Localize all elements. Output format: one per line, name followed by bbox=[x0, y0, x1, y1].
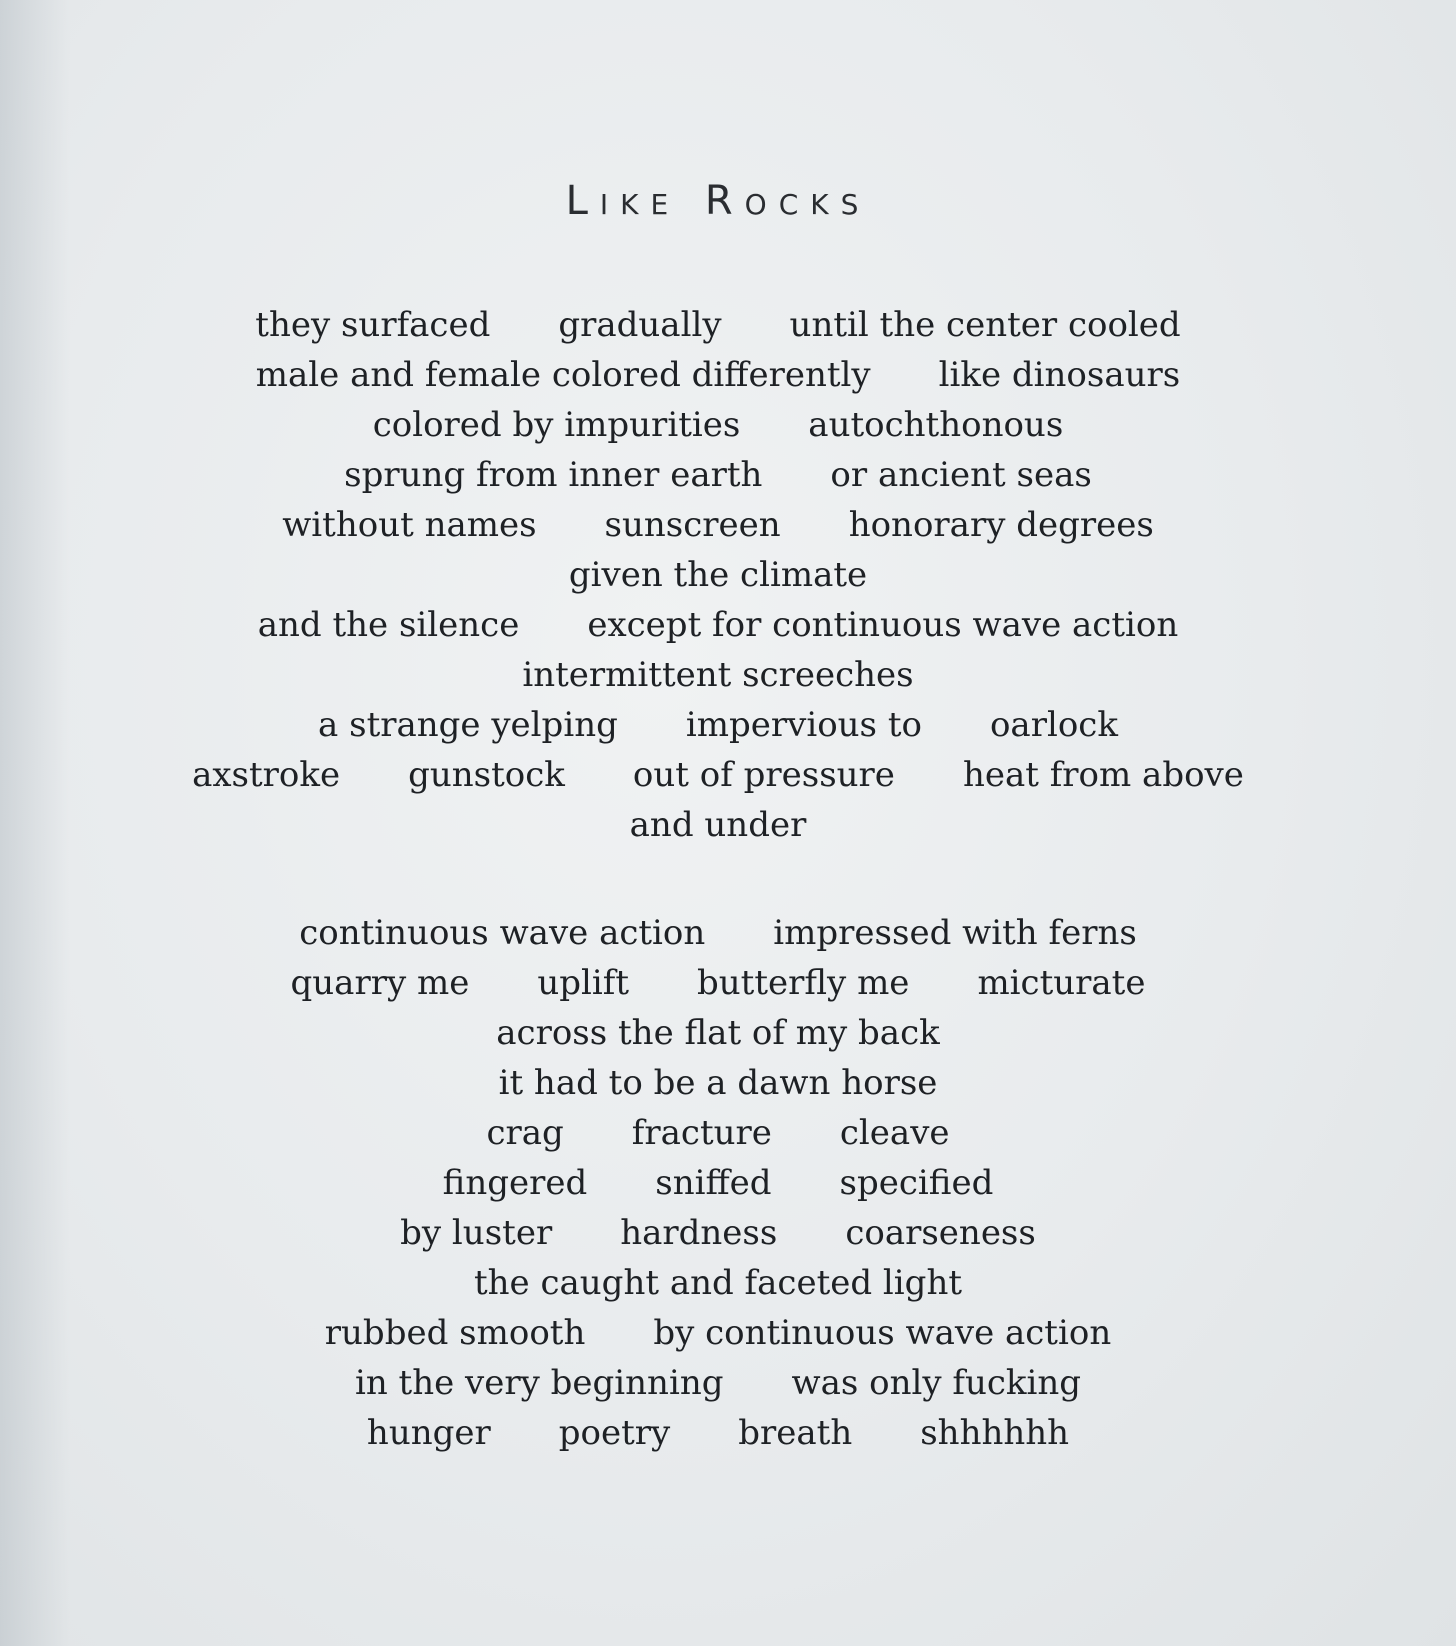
poem-line bbox=[0, 958, 1436, 1008]
poem-line bbox=[0, 1408, 1436, 1458]
poem-phrase: continuous wave action bbox=[299, 913, 706, 953]
poem-phrase: hunger bbox=[366, 1413, 491, 1453]
poem-phrase: was only fucking bbox=[791, 1363, 1082, 1403]
poem-phrase: by continuous wave action bbox=[653, 1313, 1112, 1353]
poem-phrase: micturate bbox=[977, 963, 1146, 1003]
poem-phrase: oarlock bbox=[989, 705, 1118, 745]
poem-phrase: they surfaced bbox=[255, 305, 491, 345]
poem-phrase: autochthonous bbox=[808, 405, 1064, 445]
poem-phrase: by luster bbox=[400, 1213, 553, 1253]
poem-phrase: heat from above bbox=[962, 755, 1244, 795]
poem-line bbox=[0, 700, 1436, 750]
poem-phrase: intermittent screeches bbox=[522, 655, 914, 695]
stanza-2 bbox=[0, 908, 1436, 1458]
poem-line bbox=[0, 400, 1436, 450]
poem-line bbox=[0, 908, 1436, 958]
poem-line bbox=[0, 1358, 1436, 1408]
poem-phrase: poetry bbox=[558, 1413, 671, 1453]
poem-phrase: shhhhhh bbox=[920, 1413, 1070, 1453]
poem-phrase: specified bbox=[839, 1163, 994, 1203]
poem-line bbox=[0, 1058, 1436, 1108]
poem-line bbox=[0, 1208, 1436, 1258]
poem-phrase: impervious to bbox=[685, 705, 922, 745]
poem-line bbox=[0, 1308, 1436, 1358]
poem-phrase: coarseness bbox=[845, 1213, 1036, 1253]
poem-phrase: sunscreen bbox=[604, 505, 781, 545]
poem-phrase: colored by impurities bbox=[372, 405, 741, 445]
poem-phrase: fingered bbox=[442, 1163, 588, 1203]
poem-phrase: honorary degrees bbox=[848, 505, 1154, 545]
poem-phrase: sniffed bbox=[655, 1163, 772, 1203]
poem-phrase: and the silence bbox=[257, 605, 520, 645]
poem-line bbox=[0, 500, 1436, 550]
poem-phrase: cleave bbox=[839, 1113, 950, 1153]
poem-line bbox=[0, 550, 1436, 600]
poem-line bbox=[0, 1108, 1436, 1158]
poem-line bbox=[0, 1258, 1436, 1308]
poem-phrase: a strange yelping bbox=[318, 705, 618, 745]
poem-phrase: butterfly me bbox=[697, 963, 910, 1003]
poem-line bbox=[0, 600, 1436, 650]
poem-phrase: impressed with ferns bbox=[773, 913, 1137, 953]
poem-phrase: or ancient seas bbox=[830, 455, 1092, 495]
poem-phrase: given the climate bbox=[568, 555, 868, 595]
poem-phrase: out of pressure bbox=[632, 755, 895, 795]
poem-phrase: it had to be a dawn horse bbox=[498, 1063, 938, 1103]
poem-line bbox=[0, 800, 1436, 850]
poem-phrase: breath bbox=[738, 1413, 853, 1453]
poem-phrase: quarry me bbox=[290, 963, 470, 1003]
poem-phrase: hardness bbox=[620, 1213, 778, 1253]
poem-phrase: across the flat of my back bbox=[496, 1013, 940, 1053]
poem-line bbox=[0, 650, 1436, 700]
poem-title: Like Rocks bbox=[565, 178, 871, 224]
poem-phrase: and under bbox=[629, 805, 807, 845]
poem-phrase: without names bbox=[282, 505, 537, 545]
poem-phrase: the caught and faceted light bbox=[473, 1263, 963, 1303]
poem-phrase: gradually bbox=[558, 305, 722, 345]
poem-line bbox=[0, 1008, 1436, 1058]
poem-phrase: sprung from inner earth bbox=[344, 455, 763, 495]
poem-phrase: uplift bbox=[537, 963, 630, 1003]
poem-line bbox=[0, 1158, 1436, 1208]
poem-phrase: fracture bbox=[631, 1113, 772, 1153]
poem-phrase: male and female colored differently bbox=[255, 355, 871, 395]
poem-line bbox=[0, 300, 1436, 350]
poem-line bbox=[0, 450, 1436, 500]
poem-phrase: rubbed smooth bbox=[324, 1313, 586, 1353]
poem-phrase: except for continuous wave action bbox=[587, 605, 1179, 645]
poem-phrase: like dinosaurs bbox=[938, 355, 1181, 395]
poem-line bbox=[0, 750, 1436, 800]
poem-phrase: until the center cooled bbox=[789, 305, 1181, 345]
poem-line bbox=[0, 350, 1436, 400]
poem-phrase: crag bbox=[486, 1113, 564, 1153]
poem-phrase: in the very beginning bbox=[354, 1363, 724, 1403]
poem-phrase: gunstock bbox=[408, 755, 565, 795]
poem-phrase: axstroke bbox=[192, 755, 341, 795]
stanza-1 bbox=[0, 300, 1436, 850]
